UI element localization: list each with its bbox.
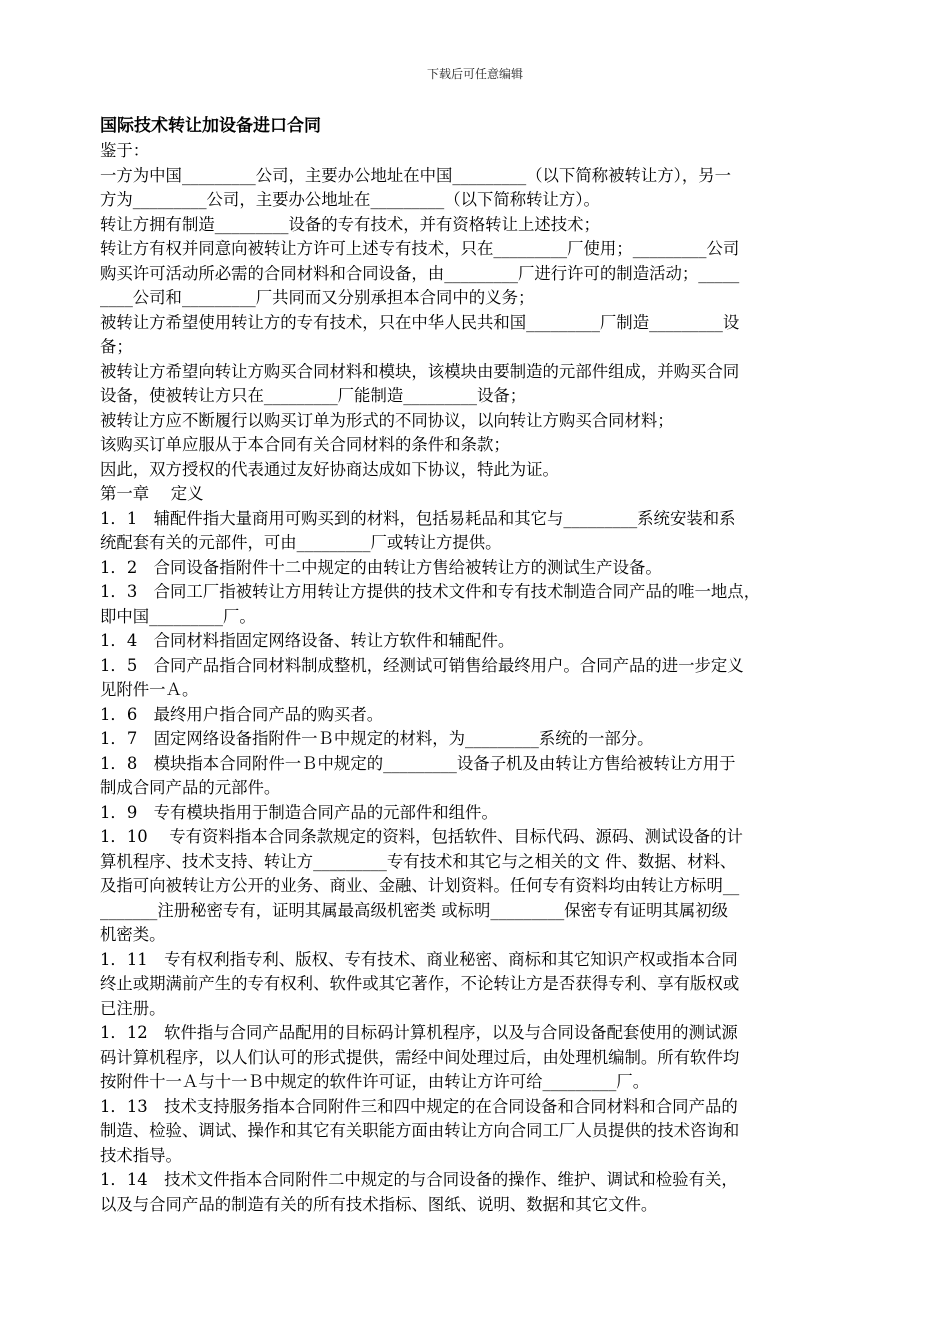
document-line: 按附件十一Ａ与十一Ｂ中规定的软件许可证，由转让方许可给_________厂。 bbox=[100, 1072, 650, 1091]
document-line: 第一章 定义 bbox=[100, 484, 204, 503]
document-line: 该购买订单应服从于本合同有关合同材料的条件和条款； bbox=[100, 435, 510, 454]
document-line: 及指可向被转让方公开的业务、商业、金融、计划资料。任何专有资料均由转让方标明__ bbox=[100, 876, 740, 895]
document-line: 制成合同产品的元部件。 bbox=[100, 778, 281, 797]
document-line: 以及与合同产品的制造有关的所有技术指标、图纸、说明、数据和其它文件。 bbox=[100, 1194, 658, 1214]
document-line: 1．14 技术文件指本合同附件二中规定的与合同设备的操作、维护、调试和检验有关， bbox=[100, 1170, 738, 1189]
document-line: 因此，双方授权的代表通过友好协商达成如下协议，特此为证。 bbox=[100, 459, 559, 479]
document-line: 被转让方希望使用转让方的专有技术，只在中华人民共和国_________厂制造_________设 bbox=[100, 312, 740, 332]
document-line: 购买许可活动所必需的合同材料和合同设备，由_________厂进行许可的制造活动；_____ bbox=[100, 263, 740, 283]
document-line: 1．3 合同工厂指被转让方用转让方提供的技术文件和专有技术制造合同产品的唯一地点， bbox=[100, 582, 761, 601]
document-line: ____公司和_________厂共同而又分别承担本合同中的义务； bbox=[100, 288, 535, 307]
document-line: 转让方有权并同意向被转让方许可上述专有技术，只在_________厂使用；_________公司 bbox=[100, 239, 740, 258]
document-line: 备； bbox=[100, 337, 133, 356]
document-line: 见附件一Ａ。 bbox=[100, 680, 199, 699]
document-line: 被转让方希望向转让方购买合同材料和模块，该模块由要制造的元部件组成，并购买合同 bbox=[100, 361, 740, 381]
document-line: 1．1 辅配件指大量商用可购买到的材料，包括易耗品和其它与_________系统安装和系 bbox=[100, 508, 736, 528]
document-line: 技术指导。 bbox=[100, 1145, 182, 1165]
document-line: 方为_________公司，主要办公地址在_________（以下简称转让方）。 bbox=[100, 190, 600, 209]
document-line: 1．4 合同材料指固定网络设备、转让方软件和辅配件。 bbox=[100, 631, 515, 650]
document-line: 已注册。 bbox=[100, 998, 166, 1018]
document-line: 即中国_________厂。 bbox=[100, 606, 256, 626]
document-line: 设备，使被转让方只在_________厂能制造_________设备； bbox=[100, 386, 527, 405]
document-line: 1．9 专有模块指用于制造合同产品的元部件和组件。 bbox=[100, 802, 498, 822]
document-line: 一方为中国_________公司，主要办公地址在中国_________（以下简称被转让方），另一 bbox=[100, 165, 732, 185]
document-line: 算机程序、技术支持、转让方_________专有技术和其它与之相关的文 件、数据、材料、 bbox=[100, 851, 737, 871]
document-line: _______注册秘密专有，证明其属最高级机密类 或标明_________保密专有证明其属初级 bbox=[100, 900, 729, 920]
document-line: 码计算机程序，以人们认可的形式提供，需经中间处理过后，由处理机编制。所有软件均 bbox=[100, 1047, 740, 1067]
document-line: 1．12 软件指与合同产品配用的目标码计算机程序，以及与合同设备配套使用的测试源 bbox=[100, 1023, 738, 1042]
document-line: 制造、检验、调试、操作和其它有关职能方面由转让方向合同工厂人员提供的技术咨询和 bbox=[100, 1121, 740, 1140]
document-line: 统配套有关的元部件，可由_________厂或转让方提供。 bbox=[100, 533, 502, 552]
document-line: 1．2 合同设备指附件十二中规定的由转让方售给被转让方的测试生产设备。 bbox=[100, 557, 662, 577]
document-line: 1．5 合同产品指合同材料制成整机，经测试可销售给最终用户。合同产品的进一步定义 bbox=[100, 655, 744, 675]
document-line: 转让方拥有制造_________设备的专有技术，并有资格转让上述技术； bbox=[100, 214, 600, 234]
document-line: 鉴于： bbox=[100, 141, 150, 160]
document-line: 终止或期满前产生的专有权利、软件或其它著作，不论转让方是否获得专利、享有版权或 bbox=[100, 974, 740, 993]
document-line: 机密类。 bbox=[100, 925, 166, 944]
document-title: 国际技术转让加设备进口合同 bbox=[100, 116, 321, 136]
document-line: 1．10 专有资料指本合同条款规定的资料，包括软件、目标代码、源码、测试设备的计 bbox=[100, 827, 743, 846]
document-line: 1．7 固定网络设备指附件一Ｂ中规定的材料，为_________系统的一部分。 bbox=[100, 729, 654, 748]
page-header-note: 下载后可任意编辑 bbox=[426, 67, 523, 81]
document-line: 1．13 技术支持服务指本合同附件三和四中规定的在合同设备和合同材料和合同产品的 bbox=[100, 1096, 738, 1116]
document-lines bbox=[100, 139, 860, 1217]
document-line: 被转让方应不断履行以购买订单为形式的不同协议，以向转让方购买合同材料； bbox=[100, 410, 674, 430]
document-line: 1．6 最终用户指合同产品的购买者。 bbox=[100, 704, 384, 724]
document-body bbox=[100, 115, 860, 1217]
document-line: 1．11 专有权利指专利、版权、专有技术、商业秘密、商标和其它知识产权或指本合同 bbox=[100, 949, 738, 969]
document-line: 1．8 模块指本合同附件一Ｂ中规定的_________设备子机及由转让方售给被转让方用于 bbox=[100, 753, 736, 773]
